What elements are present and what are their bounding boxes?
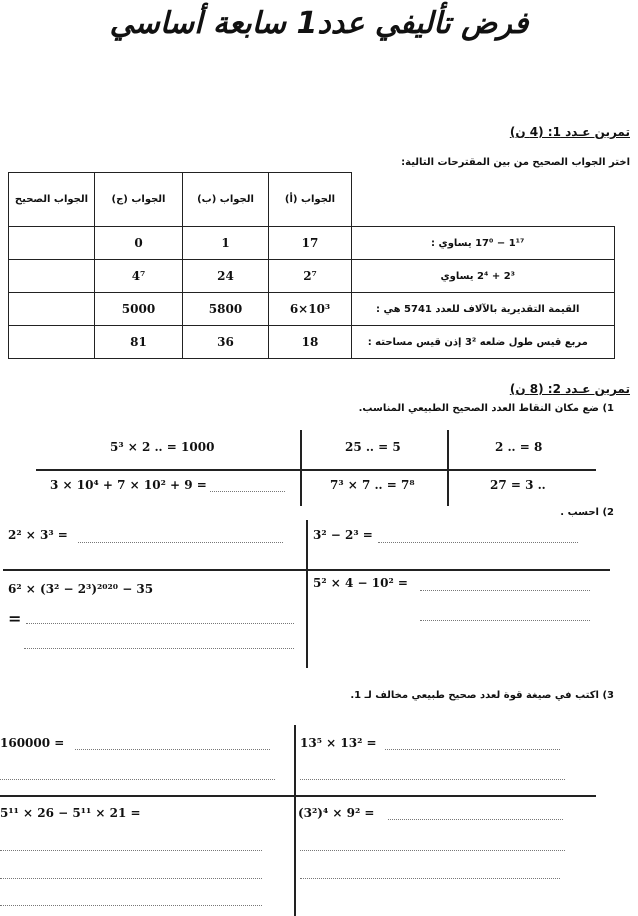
fill-blank[interactable]: 3 × 10⁴ + 7 × 10² + 9 = (50, 478, 207, 492)
option-a: 2⁷ (269, 260, 352, 293)
exercise-1-heading: تمرين عـدد 1: (4 ن) (509, 125, 630, 139)
answer-line[interactable] (0, 779, 275, 780)
divider (300, 430, 302, 506)
answer-line[interactable] (26, 623, 294, 624)
divider (306, 520, 308, 668)
table-row (9, 293, 615, 326)
answer-line[interactable] (420, 620, 590, 621)
item-1-instruction: 1) ضع مكان النقاط العدد الصحيح الطبيعي المناسب. (358, 403, 614, 414)
mcq-table (8, 172, 615, 359)
question: 2³ + 2⁴ يساوي (352, 260, 615, 293)
expression: 3² − 2³ = (313, 528, 373, 542)
fill-blank[interactable]: 7³ × 7 ‥ = 7⁸ (330, 478, 415, 492)
item-3-instruction: 3) اكتب في صيغة قوة لعدد صحيح طبيعي مخالف لـ 1. (350, 690, 614, 701)
header-a: الجواب (أ) (269, 173, 352, 227)
answer-cell[interactable] (9, 326, 95, 359)
table-row (9, 227, 615, 260)
answer-line[interactable] (378, 542, 578, 543)
header-correct: الجواب الصحيح (9, 173, 95, 227)
answer-line[interactable] (385, 749, 560, 750)
expression: 160000 = (0, 736, 65, 750)
header-b: الجواب (ب) (183, 173, 269, 227)
answer-line[interactable] (0, 905, 262, 906)
option-c: 81 (95, 326, 183, 359)
answer-line[interactable] (300, 850, 565, 851)
answer-line[interactable] (24, 648, 294, 649)
answer-cell[interactable] (9, 293, 95, 326)
answer-line[interactable] (75, 749, 270, 750)
fill-blank[interactable]: 27 = 3 ‥ (490, 478, 546, 492)
answer-line[interactable] (300, 878, 560, 879)
divider (447, 430, 449, 506)
answer-line[interactable] (0, 878, 262, 879)
equals-sign: = (8, 609, 22, 628)
fill-blank[interactable]: 5³ × 2 ‥ = 1000 (110, 440, 215, 454)
option-a: 6×10³ (269, 293, 352, 326)
option-b: 1 (183, 227, 269, 260)
question: 1¹⁷ − 17⁰ يساوي : (352, 227, 615, 260)
expression: 5¹¹ × 26 − 5¹¹ × 21 = (0, 806, 141, 820)
expression: 5² × 4 − 10² = (313, 576, 408, 590)
answer-line[interactable] (210, 491, 285, 492)
table-row (9, 326, 615, 359)
item-2-instruction: 2) احسب . (560, 507, 614, 518)
answer-line[interactable] (388, 819, 563, 820)
page-title: فرض تأليفي عدد1 سابعة أساسي (109, 6, 529, 41)
divider (0, 795, 596, 797)
answer-cell[interactable] (9, 260, 95, 293)
answer-line[interactable] (300, 779, 565, 780)
expression: 13⁵ × 13² = (300, 736, 377, 750)
answer-line[interactable] (420, 590, 590, 591)
expression: 2² × 3³ = (8, 528, 68, 542)
fill-blank[interactable]: 2 ‥ = 8 (495, 440, 543, 454)
expression: 6² × (3² − 2³)²⁰²⁰ − 35 (8, 582, 154, 596)
option-c: 5000 (95, 293, 183, 326)
answer-cell[interactable] (9, 227, 95, 260)
question: القيمة التقديرية بالآلاف للعدد 5741 هي : (352, 293, 615, 326)
option-c: 0 (95, 227, 183, 260)
answer-line[interactable] (0, 850, 262, 851)
option-a: 18 (269, 326, 352, 359)
option-b: 24 (183, 260, 269, 293)
fill-blank[interactable]: 25 ‥ = 5 (345, 440, 401, 454)
question: مربع قيس طول ضلعه 3² إذن قيس مساحته : (352, 326, 615, 359)
header-c: الجواب (ج) (95, 173, 183, 227)
divider (294, 725, 296, 916)
answer-line[interactable] (78, 542, 283, 543)
divider (36, 469, 596, 471)
option-b: 36 (183, 326, 269, 359)
exercise-1-instruction: اختر الجواب الصحيح من بين المقترحات التالية: (401, 157, 630, 168)
table-row (9, 260, 615, 293)
exercise-2-heading: تمرين عـدد 2: (8 ن) (509, 382, 630, 396)
option-c: 4⁷ (95, 260, 183, 293)
option-a: 17 (269, 227, 352, 260)
expression: (3²)⁴ × 9² = (298, 806, 375, 820)
option-b: 5800 (183, 293, 269, 326)
